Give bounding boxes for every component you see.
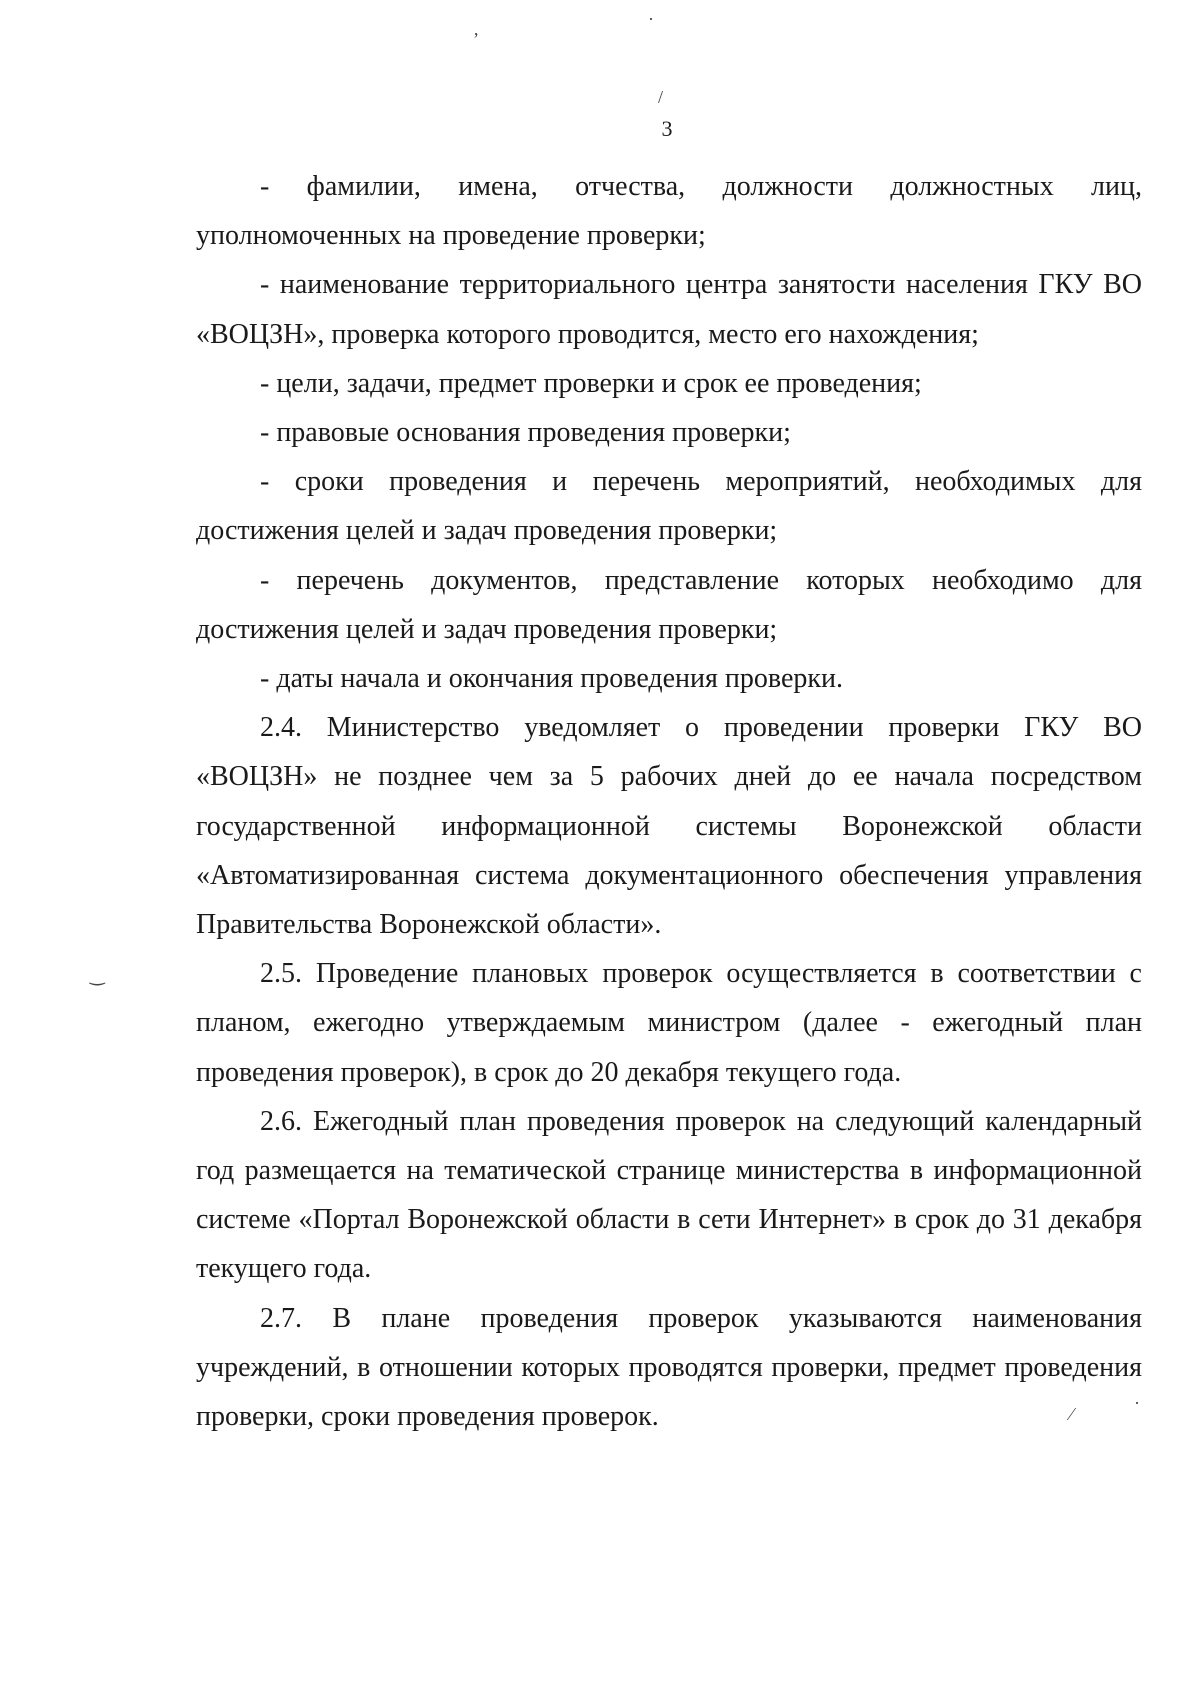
- scan-mark: ⁄: [1070, 1404, 1074, 1424]
- list-item-legal-grounds: - правовые основания проведения проверки;: [260, 417, 791, 449]
- scan-mark: /: [658, 87, 664, 107]
- list-item-dates: - даты начала и окончания проведения проверки.: [260, 663, 843, 695]
- scan-mark: ·: [1134, 1393, 1140, 1413]
- document-body: [196, 162, 1142, 1441]
- scan-mark: ·: [648, 9, 654, 29]
- page-number: 3: [661, 116, 673, 141]
- list-item-center-name: - наименование территориального центра занятости населения ГКУ ВО «ВОЦЗН», проверка которого проводится, место его нахождения;: [196, 269, 1142, 350]
- list-item-officials: - фамилии, имена, отчества, должности должностных лиц, уполномоченных на проведение проверки;: [196, 171, 1142, 252]
- scan-mark: ’: [473, 29, 479, 49]
- clause-2-6: 2.6. Ежегодный план проведения проверок на следующий календарный год размещается на тематической странице министерства в информационной системе «Портал Воронежской области в сети Интернет» в срок до 31 декабря текущего года.: [196, 1105, 1142, 1285]
- list-item-terms-activities: - сроки проведения и перечень мероприятий, необходимых для достижения целей и задач проведения проверки;: [196, 466, 1142, 547]
- clause-2-7: 2.7. В плане проведения проверок указываются наименования учреждений, в отношении которых проводятся проверки, предмет проведения проверки, сроки проведения проверок.: [196, 1302, 1142, 1433]
- list-item-documents: - перечень документов, представление которых необходимо для достижения целей и задач проведения проверки;: [196, 564, 1142, 645]
- clause-2-5: 2.5. Проведение плановых проверок осуществляется в соответствии с планом, ежегодно утверждаемым министром (далее - ежегодный план проведения проверок), в срок до 20 декабря текущего года.: [196, 958, 1142, 1088]
- clause-2-4: 2.4. Министерство уведомляет о проведении проверки ГКУ ВО «ВОЦЗН» не позднее чем за 5 рабочих дней до ее начала посредством государственной информационной системы Воронежской области «Автоматизированная система документационного обеспечения управления Правительства Воронежской области».: [196, 712, 1142, 941]
- list-item-goals: - цели, задачи, предмет проверки и срок ее проведения;: [260, 367, 922, 399]
- scan-mark: ‿: [90, 965, 105, 985]
